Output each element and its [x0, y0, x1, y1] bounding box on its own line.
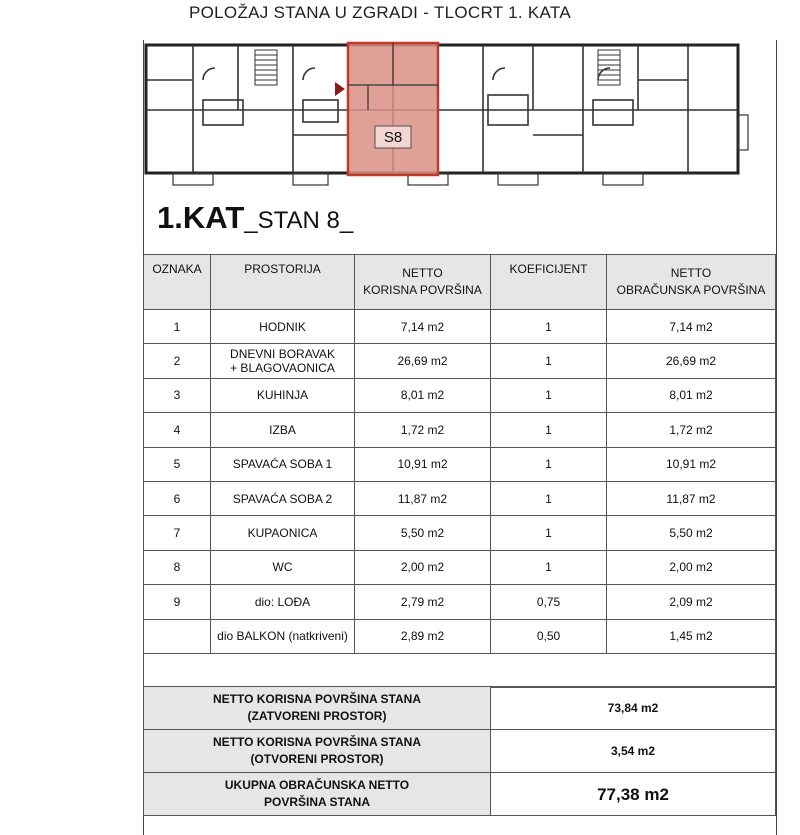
room-oznaka: 9: [144, 585, 211, 619]
room-name: KUHINJA: [211, 378, 355, 412]
table-row: [144, 447, 776, 481]
room-coef: 1: [491, 516, 607, 550]
room-calc-area: 1,72 m2: [607, 413, 776, 447]
room-area: 2,00 m2: [355, 550, 491, 584]
header-prostorija: PROSTORIJA: [211, 255, 355, 310]
total-value: 77,38 m2: [491, 773, 776, 816]
table-row: [144, 481, 776, 515]
apartment-label: S8: [383, 129, 403, 146]
header-netto: [355, 255, 491, 310]
total-label: NETTO KORISNA POVRŠINA STANA (ZATVORENI PROSTOR): [144, 687, 491, 730]
total-value: 3,54 m2: [491, 730, 776, 773]
table-row: [144, 413, 776, 447]
room-area: 8,01 m2: [355, 378, 491, 412]
room-oznaka: 4: [144, 413, 211, 447]
header-obracunska: [607, 255, 776, 310]
room-calc-area: 2,00 m2: [607, 550, 776, 584]
room-calc-area: 8,01 m2: [607, 378, 776, 412]
room-coef: 1: [491, 413, 607, 447]
room-coef: 0,75: [491, 585, 607, 619]
room-calc-area: 2,09 m2: [607, 585, 776, 619]
room-oznaka: 1: [144, 310, 211, 344]
room-name: dio BALKON (natkriveni): [211, 619, 355, 653]
totals-row: [144, 730, 776, 773]
table-row: [144, 619, 776, 653]
page-title: POLOŽAJ STANA U ZGRADI - TLOCRT 1. KATA: [189, 3, 571, 22]
table-row: [144, 516, 776, 550]
table-row: [144, 585, 776, 619]
room-oznaka: 3: [144, 378, 211, 412]
room-area: 11,87 m2: [355, 481, 491, 515]
room-calc-area: 7,14 m2: [607, 310, 776, 344]
room-coef: 1: [491, 550, 607, 584]
room-area: 7,14 m2: [355, 310, 491, 344]
room-coef: 0,50: [491, 619, 607, 653]
room-area: 10,91 m2: [355, 447, 491, 481]
unit-label: _STAN 8_: [244, 207, 354, 234]
room-oznaka: 6: [144, 481, 211, 515]
total-label: UKUPNA OBRAČUNSKA NETTO POVRŠINA STANA: [144, 773, 491, 816]
room-oznaka: 7: [144, 516, 211, 550]
entrance-arrow-icon: [335, 82, 345, 96]
table-row: [144, 344, 776, 378]
section-heading: [157, 200, 353, 240]
room-name: DNEVNI BORAVAK + BLAGOVAONICA: [211, 344, 355, 378]
table-header-row: [144, 255, 776, 310]
totals-table: [143, 686, 776, 816]
table-spacer-row: [144, 653, 776, 687]
header-netto-line2: KORISNA POVRŠINA: [363, 283, 482, 297]
floor-plan: [143, 40, 753, 190]
room-oznaka: 8: [144, 550, 211, 584]
rooms-table: [143, 254, 776, 688]
plan-outline: [146, 45, 738, 173]
header-obr-line1: NETTO: [670, 266, 712, 280]
apartment-highlight: [348, 43, 438, 175]
room-area: 2,89 m2: [355, 619, 491, 653]
floor-label: 1.KAT: [157, 200, 245, 235]
totals-row: [144, 773, 776, 816]
room-coef: 1: [491, 310, 607, 344]
room-area: 2,79 m2: [355, 585, 491, 619]
plan-walls: [146, 45, 738, 173]
header-koeficijent: KOEFICIJENT: [491, 255, 607, 310]
table-row: [144, 550, 776, 584]
room-name: HODNIK: [211, 310, 355, 344]
room-name: KUPAONICA: [211, 516, 355, 550]
room-area: 26,69 m2: [355, 344, 491, 378]
room-calc-area: 1,45 m2: [607, 619, 776, 653]
table-row: [144, 378, 776, 412]
table-row: [144, 310, 776, 344]
room-name: WC: [211, 550, 355, 584]
header-netto-line1: NETTO: [402, 266, 443, 280]
room-calc-area: 11,87 m2: [607, 481, 776, 515]
room-calc-area: 10,91 m2: [607, 447, 776, 481]
room-area: 5,50 m2: [355, 516, 491, 550]
room-name: SPAVAĆA SOBA 1: [211, 447, 355, 481]
room-coef: 1: [491, 447, 607, 481]
room-area: 1,72 m2: [355, 413, 491, 447]
header-obr-line2: OBRAČUNSKA POVRŠINA: [616, 283, 766, 297]
room-coef: 1: [491, 378, 607, 412]
room-coef: 1: [491, 344, 607, 378]
room-calc-area: 5,50 m2: [607, 516, 776, 550]
room-name: dio: LOĐA: [211, 585, 355, 619]
room-oznaka: [144, 619, 211, 653]
room-coef: 1: [491, 481, 607, 515]
totals-row: [144, 687, 776, 730]
room-oznaka: 2: [144, 344, 211, 378]
header-oznaka: OZNAKA: [144, 255, 211, 310]
room-calc-area: 26,69 m2: [607, 344, 776, 378]
room-name: IZBA: [211, 413, 355, 447]
room-oznaka: 5: [144, 447, 211, 481]
total-label: NETTO KORISNA POVRŠINA STANA (OTVORENI PROSTOR): [144, 730, 491, 773]
room-name: SPAVAĆA SOBA 2: [211, 481, 355, 515]
total-value: 73,84 m2: [491, 687, 776, 730]
